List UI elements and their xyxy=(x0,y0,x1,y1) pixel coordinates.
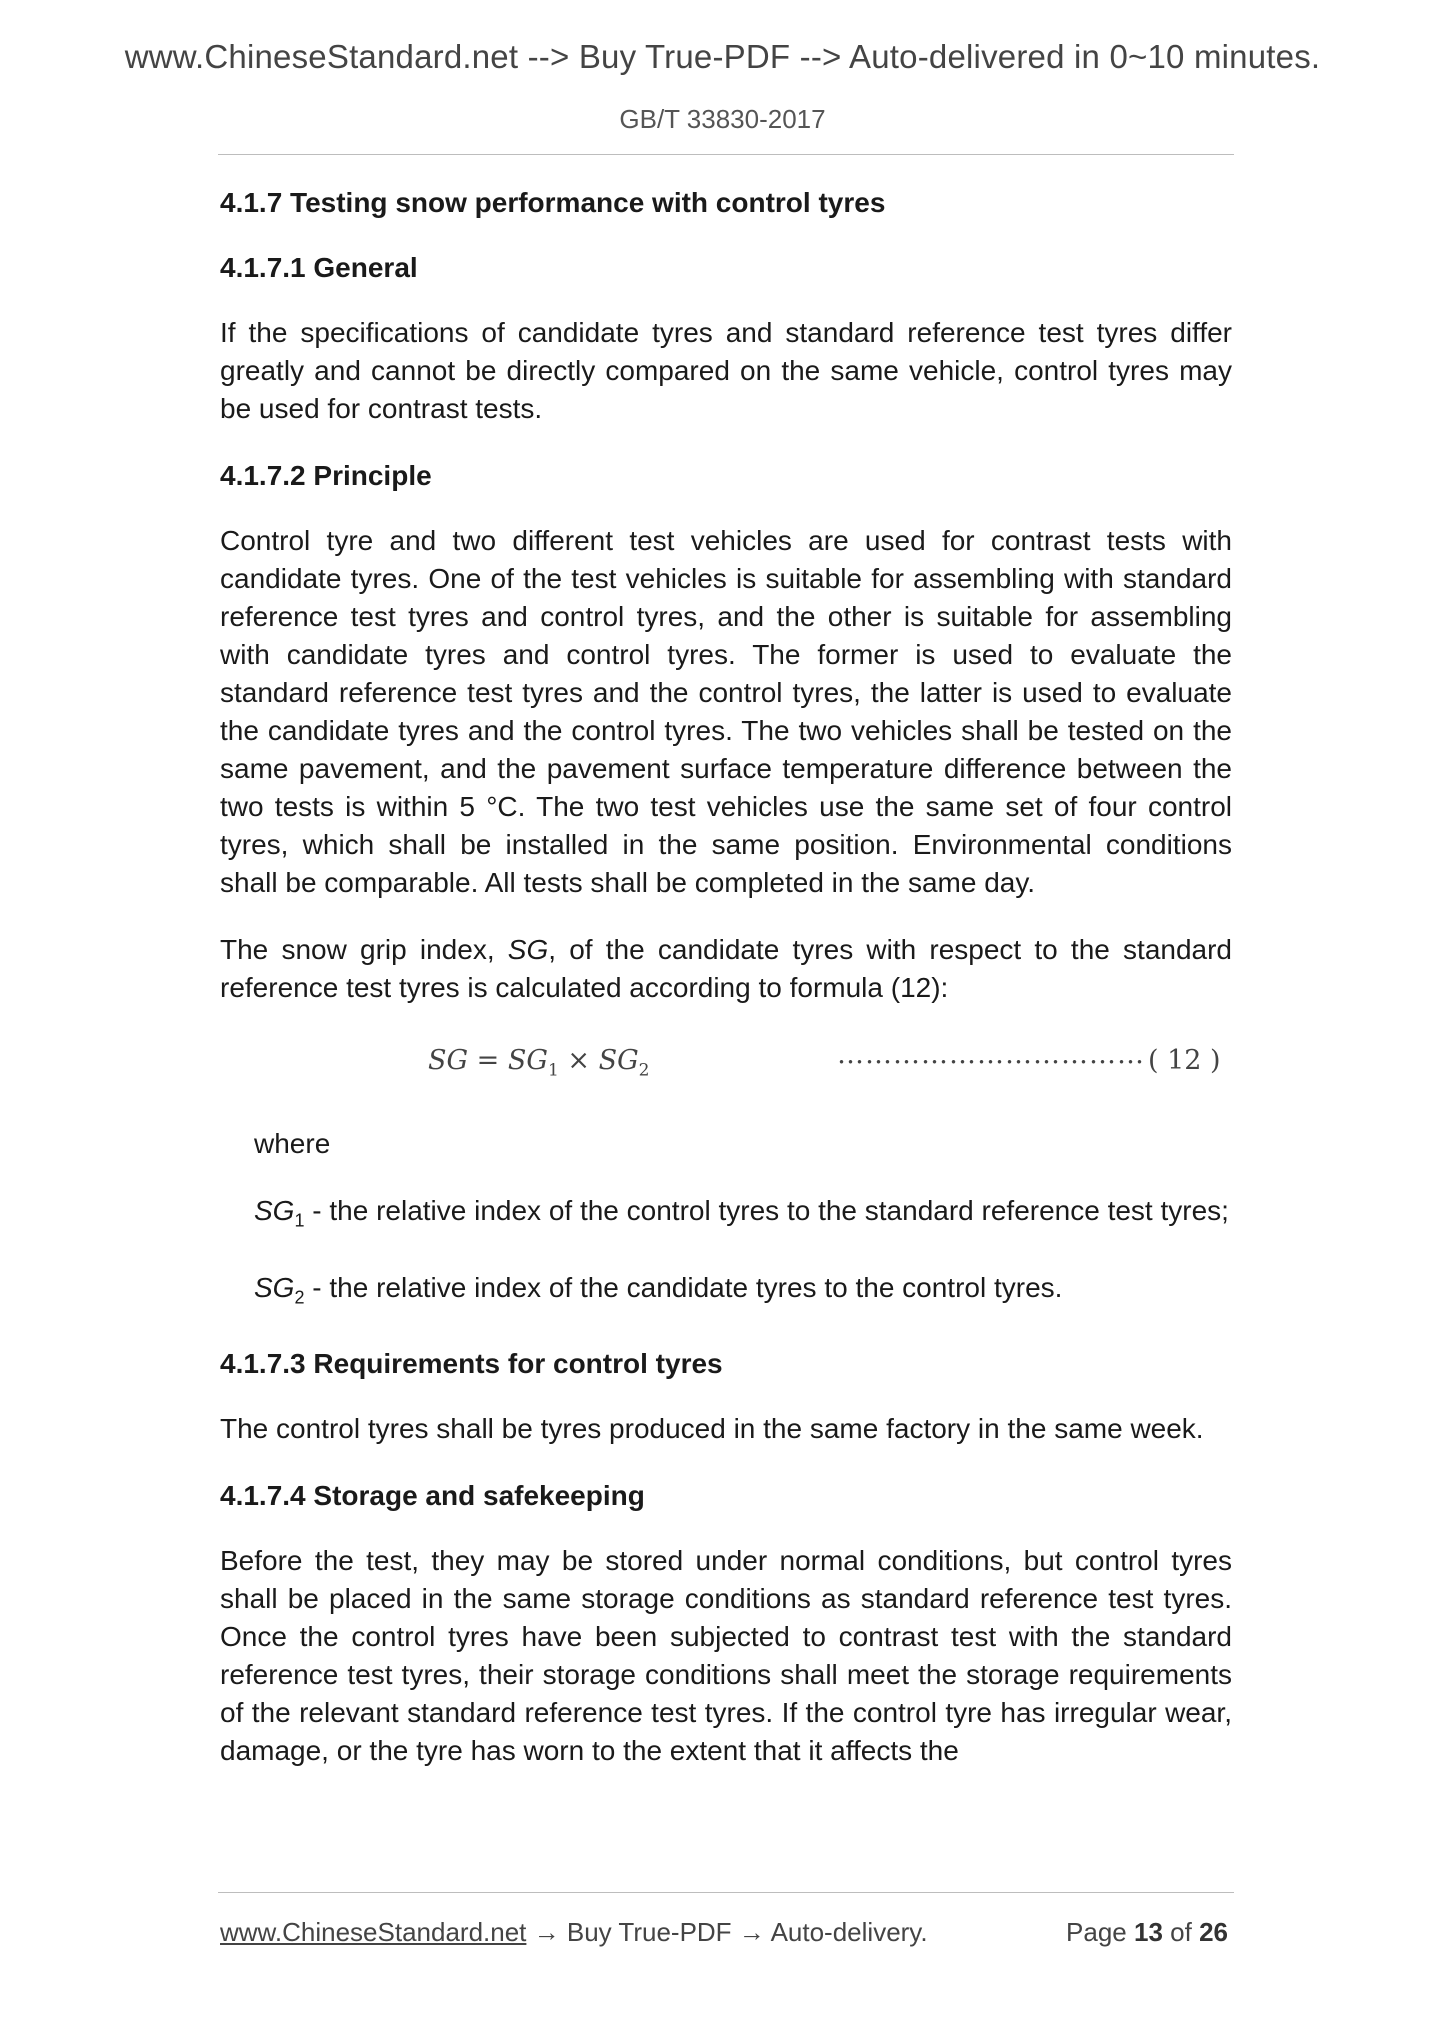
page-indicator: Page 13 of 26 xyxy=(1066,1917,1228,1947)
formula-expression: SG = $SG_1 \times SG_2$ xyxy=(428,1045,650,1081)
top-banner: www.ChineseStandard.net --> Buy True-PDF --> Auto-delivered in 0~10 minutes. xyxy=(124,38,1321,75)
definition-sg2: $SG_2$ - the relative index of the candidate tyres to the control tyres. xyxy=(254,1271,1063,1308)
formula-number: ( 12 ) xyxy=(1148,1045,1221,1076)
heading-4-1-7-4: 4.1.7.4 Storage and safekeeping xyxy=(220,1480,645,1512)
where-label: where xyxy=(254,1128,331,1159)
definition-sg1: $SG_1$ - the relative index of the control tyres to the standard reference test tyres; xyxy=(254,1195,1229,1231)
heading-4-1-7-2: 4.1.7.2 Principle xyxy=(220,460,432,491)
footer-link[interactable]: www.ChineseStandard.net xyxy=(220,1917,527,1947)
paragraph-sg-intro xyxy=(220,931,1232,1007)
formula-leader-dots: …………………………… xyxy=(837,1039,1145,1070)
sg-intro-post: , of the candidate tyres with respect to the standard reference test tyres is calculated according to formula (12): xyxy=(220,934,1233,1003)
document-id: GB/T 33830-2017 xyxy=(619,104,826,134)
sg-intro-var: SG xyxy=(507,934,549,965)
heading-4-1-7-1: 4.1.7.1 General xyxy=(220,252,418,283)
footer-divider xyxy=(218,1892,1234,1893)
paragraph-general: If the specifications of candidate tyres and standard reference test tyres differ greatly and cannot be directly compared on the same vehicle, control tyres may be used for contrast tests. xyxy=(220,317,1232,424)
heading-4-1-7-3: 4.1.7.3 Requirements for control tyres xyxy=(220,1348,723,1380)
header-divider xyxy=(218,154,1234,155)
paragraph-requirements: The control tyres shall be tyres produced in the same factory in the same week. xyxy=(220,1413,1204,1445)
footer xyxy=(220,1917,1232,1948)
page-content xyxy=(220,184,1232,1799)
footer-text: → Buy True-PDF → Auto-delivery. xyxy=(526,1917,928,1947)
heading-4-1-7: 4.1.7 Testing snow performance with control tyres xyxy=(220,187,886,218)
formula-12 xyxy=(220,1039,1232,1085)
sg-intro-pre: The snow grip index, xyxy=(220,934,508,965)
paragraph-principle: Control tyre and two different test vehicles are used for contrast tests with candidate tyres. One of the test vehicles is suitable for assembling with standard reference test tyres and control tyres, and the other is suitable for assembling with candidate tyres and control tyres. The former is used to evaluate the standard reference test tyres and the control tyres, the latter is used to evaluate the candidate tyres and the control tyres. The two vehicles shall be tested on the same pavement, and the pavement surface temperature difference between the two tests is within 5 °C. The two test vehicles use the same set of four control tyres, which shall be installed in the same position. Environmental conditions shall be comparable. All tests shall be completed in the same day. xyxy=(220,525,1232,898)
paragraph-storage: Before the test, they may be stored under normal conditions, but control tyres shall be placed in the same storage conditions as standard reference test tyres. Once the control tyres have been subjected to contrast test with the standard reference test tyres, their storage conditions shall meet the storage requirements of the relevant standard reference test tyres. If the control tyre has irregular wear, damage, or the tyre has worn to the extent that it affects the xyxy=(220,1545,1232,1767)
